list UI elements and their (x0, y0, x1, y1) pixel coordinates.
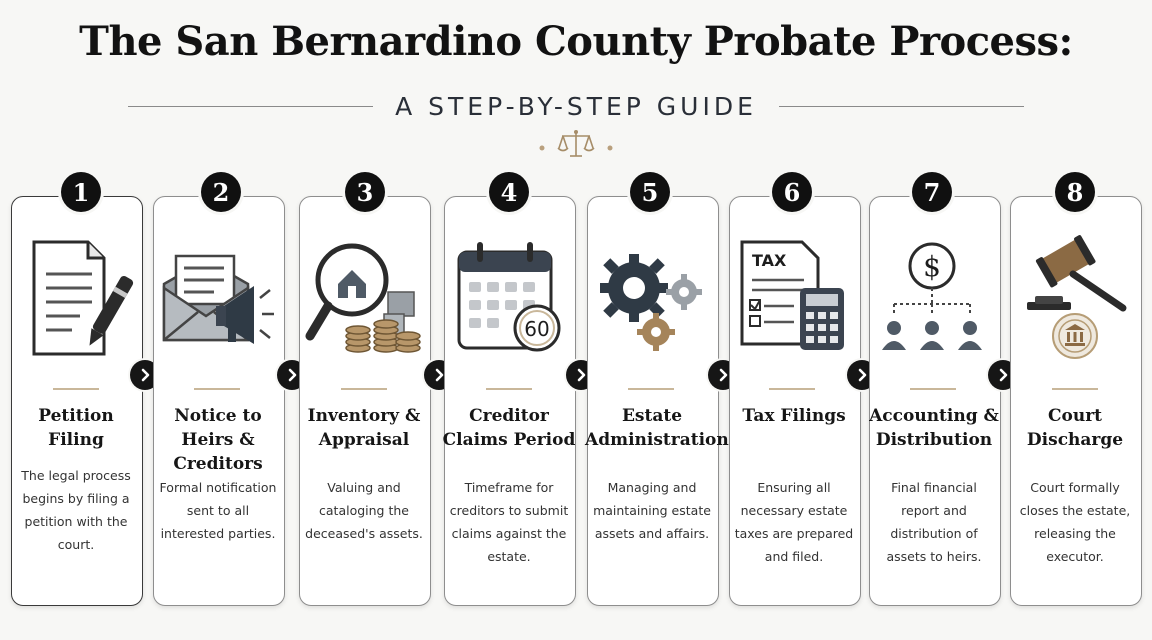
step-title: Tax Filings (742, 406, 846, 426)
step-description: Managing and maintaining estate assets and affairs. (593, 480, 711, 541)
step-number-badge: 7 (912, 172, 952, 212)
step-divider (628, 388, 674, 390)
step-divider (910, 388, 956, 390)
subtitle-rule-left (128, 106, 373, 107)
step-number-badge: 8 (1055, 172, 1095, 212)
subtitle-row (128, 88, 1024, 124)
step-description: The legal process begins by filing a petition with the court. (21, 468, 131, 552)
step-divider (53, 388, 99, 390)
document-pen-icon (16, 232, 136, 362)
step-number-badge: 4 (489, 172, 529, 212)
step-divider (769, 388, 815, 390)
tax-form-calculator-icon (734, 232, 854, 362)
step-title: Court Discharge (1026, 406, 1124, 450)
step-number-badge: 5 (630, 172, 670, 212)
gavel-courthouse-icon (1015, 232, 1135, 362)
step-number-badge: 6 (772, 172, 812, 212)
gears-icon (592, 232, 712, 362)
step-title: Petition Filing (38, 406, 114, 450)
step-number-badge: 2 (201, 172, 241, 212)
step-divider (341, 388, 387, 390)
dollar-distribution-icon (874, 232, 994, 362)
magnifier-house-coins-icon (304, 232, 424, 362)
page-title: The San Bernardino County Probate Process: (79, 18, 1073, 65)
step-divider (486, 388, 532, 390)
dollar-symbol: $ (923, 250, 941, 283)
tax-label: TAX (752, 251, 787, 270)
step-description: Formal notification sent to all interested parties. (159, 480, 277, 541)
step-number-badge: 3 (345, 172, 385, 212)
step-description: Final financial report and distribution of assets to heirs. (886, 480, 982, 564)
step-number-badge: 1 (61, 172, 101, 212)
subtitle-rule-right (779, 106, 1024, 107)
step-title: Inventory & Appraisal (307, 406, 421, 450)
step-title: Accounting & Distribution (869, 406, 999, 450)
step-divider (194, 388, 240, 390)
calendar-60-icon (449, 232, 569, 362)
envelope-megaphone-icon (158, 232, 278, 362)
step-description: Ensuring all necessary estate taxes are prepared and filed. (734, 480, 854, 564)
step-title: Estate Administration (585, 406, 729, 450)
scales-of-justice-icon (536, 126, 616, 162)
page-subtitle: A STEP-BY-STEP GUIDE (395, 91, 757, 121)
step-title: Notice to Heirs & Creditors (173, 406, 263, 474)
calendar-badge-number: 60 (524, 317, 550, 341)
step-title: Creditor Claims Period (442, 406, 576, 450)
step-divider (1052, 388, 1098, 390)
step-description: Valuing and cataloging the deceased's assets. (305, 480, 423, 541)
step-description: Court formally closes the estate, releasing the executor. (1019, 480, 1131, 564)
step-description: Timeframe for creditors to submit claims against the estate. (449, 480, 569, 564)
